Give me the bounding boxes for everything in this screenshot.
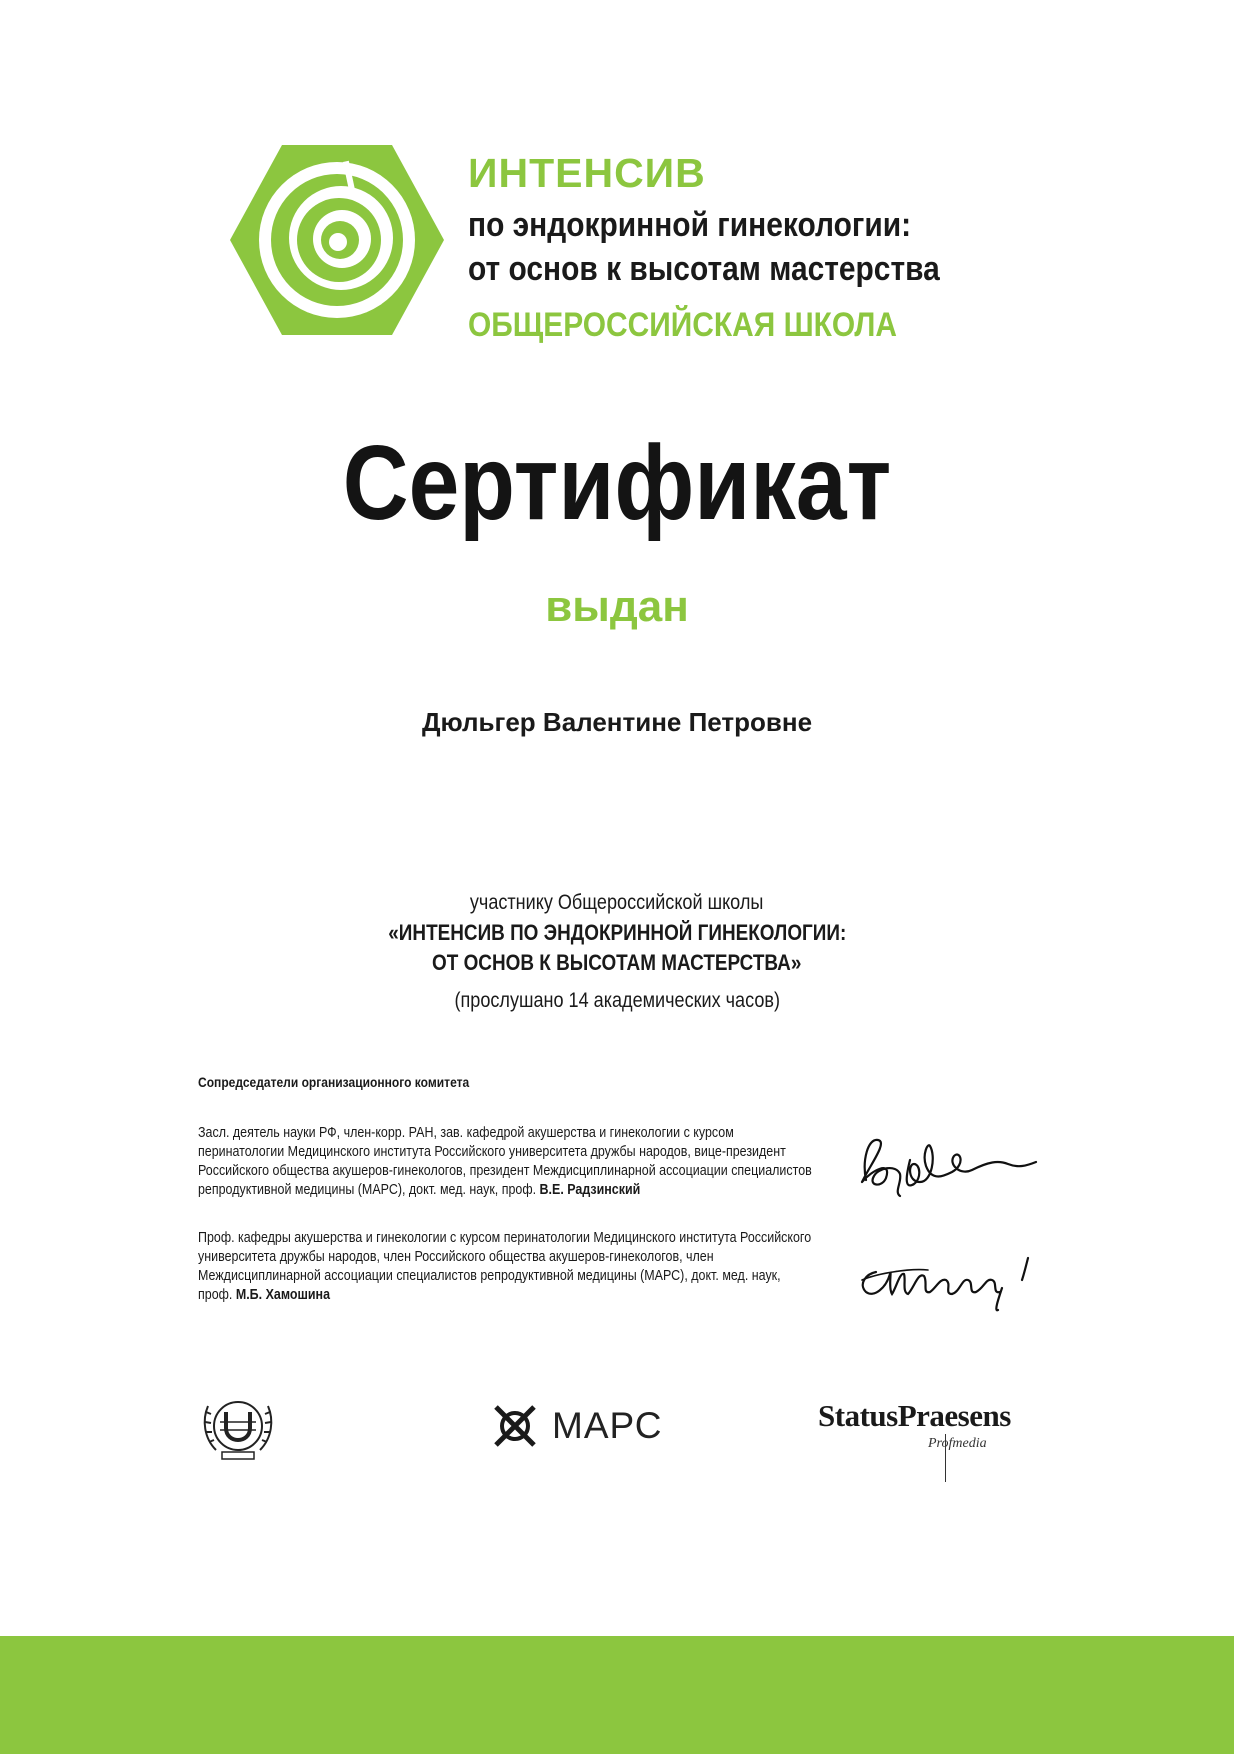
program-line-3: ОТ ОСНОВ К ВЫСОТАМ МАСТЕРСТВА»	[432, 950, 802, 975]
mars-logo	[490, 1400, 662, 1452]
certificate-title: Сертификат	[342, 424, 892, 542]
statuspraesens-logo	[818, 1398, 1011, 1451]
hex-spiral-logo-icon	[228, 143, 446, 337]
mars-label: МАРС	[552, 1405, 663, 1446]
header-subtitle-2: от основ к высотам мастерства	[468, 250, 940, 288]
header-title: ИНТЕНСИВ	[468, 150, 706, 196]
chair-1-description: Засл. деятель науки РФ, член-корр. РАН, зав. кафедрой акушерства и гинекологии с курсом перинатологии Медицинского института Российского университета дружбы народов, вице-президент Российского общества акушеров-гинекологов, президент Междисциплинарной ассоциации специалистов репродуктивной медицины (МАРС), докт. мед. наук, проф. В.Е. Радзинский	[198, 1125, 812, 1198]
chair-1-name: В.Е. Радзинский	[539, 1182, 641, 1198]
program-line-2: «ИНТЕНСИВ ПО ЭНДОКРИННОЙ ГИНЕКОЛОГИИ:	[387, 920, 846, 945]
header-school: ОБЩЕРОССИЙСКАЯ ШКОЛА	[468, 306, 898, 344]
bottom-accent-band	[0, 1636, 1234, 1754]
chair-2-description: Проф. кафедры акушерства и гинекологии с курсом перинатологии Медицинского института Российского университета дружбы народов, член Российского общества акушеров-гинекологов, член Междисциплинарной ассоциации специалистов репродуктивной медицины (МАРС), докт. мед. наук, проф. М.Б. Хамошина	[198, 1230, 812, 1303]
statuspraesens-title: StatusPraesens	[818, 1398, 1011, 1433]
committee-title: Сопредседатели организационного комитета	[198, 1074, 470, 1090]
statuspraesens-subtitle: Profmedia	[928, 1436, 987, 1451]
recipient-name: Дюльгер Валентине Петровне	[421, 707, 813, 737]
chair-2-name: М.Б. Хамошина	[235, 1287, 331, 1303]
signature-radzinsky	[848, 1120, 1048, 1210]
program-hours: (прослушано 14 академических часов)	[454, 989, 780, 1012]
issued-label: выдан	[545, 582, 689, 631]
header-subtitle-1: по эндокринной гинекологии:	[468, 206, 912, 244]
mars-logo-icon	[490, 1401, 540, 1451]
program-line-1: участнику Общероссийской школы	[470, 891, 764, 914]
rudn-emblem-icon	[198, 1392, 278, 1462]
signature-khamoshina	[848, 1228, 1048, 1318]
